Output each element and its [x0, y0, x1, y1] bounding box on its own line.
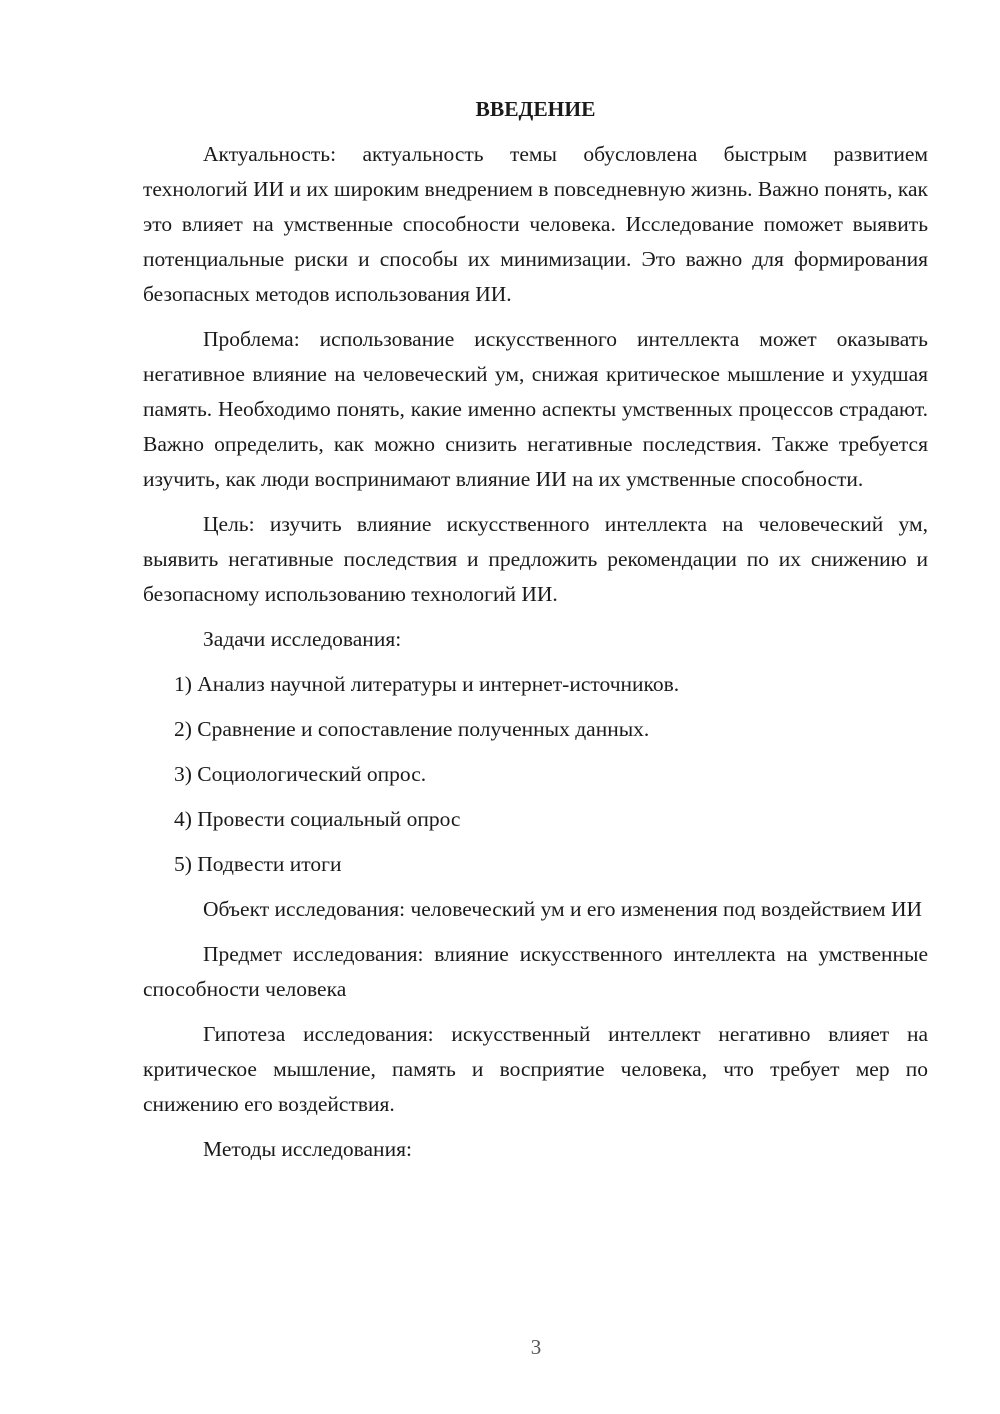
- task-item: 5) Подвести итоги: [174, 852, 342, 876]
- relevance-paragraph: Актуальность: актуальность темы обусловлена быстрым развитием технологий ИИ и их широким внедрением в повседневную жизнь. Важно понять, как это влияет на умственные способности человека. Исследование поможет выявить потенциальные риски и способы их минимизации. Это важно для формирования безопасных методов использования ИИ.: [143, 142, 928, 306]
- subject-paragraph: Предмет исследования: влияние искусственного интеллекта на умственные способности человека: [143, 942, 928, 1001]
- tasks-list: [143, 667, 928, 882]
- task-item: 2) Сравнение и сопоставление полученных данных.: [174, 717, 650, 741]
- object-paragraph: Объект исследования: человеческий ум и его изменения под воздействием ИИ: [203, 897, 923, 921]
- section-title: ВВЕДЕНИЕ: [475, 97, 596, 121]
- tasks-heading: Задачи исследования:: [203, 627, 402, 651]
- problem-paragraph: Проблема: использование искусственного интеллекта может оказывать негативное влияние на человеческий ум, снижая критическое мышление и ухудшая память. Необходимо понять, какие именно аспекты умственных процессов страдают. Важно определить, как можно снизить негативные последствия. Также требуется изучить, как люди воспринимают влияние ИИ на их умственные способности.: [143, 327, 928, 491]
- task-item: 4) Провести социальный опрос: [174, 807, 461, 831]
- goal-paragraph: Цель: изучить влияние искусственного интеллекта на человеческий ум, выявить негативные последствия и предложить рекомендации по их снижению и безопасному использованию технологий ИИ.: [143, 512, 928, 606]
- task-item: 3) Социологический опрос.: [174, 762, 427, 786]
- methods-heading: Методы исследования:: [203, 1137, 412, 1161]
- hypothesis-paragraph: Гипотеза исследования: искусственный интеллект негативно влияет на критическое мышление, память и восприятие человека, что требует мер по снижению его воздействия.: [143, 1022, 928, 1116]
- document-page: [143, 92, 928, 1177]
- task-item: 1) Анализ научной литературы и интернет-источников.: [174, 672, 680, 696]
- page-number: 3: [530, 1335, 542, 1359]
